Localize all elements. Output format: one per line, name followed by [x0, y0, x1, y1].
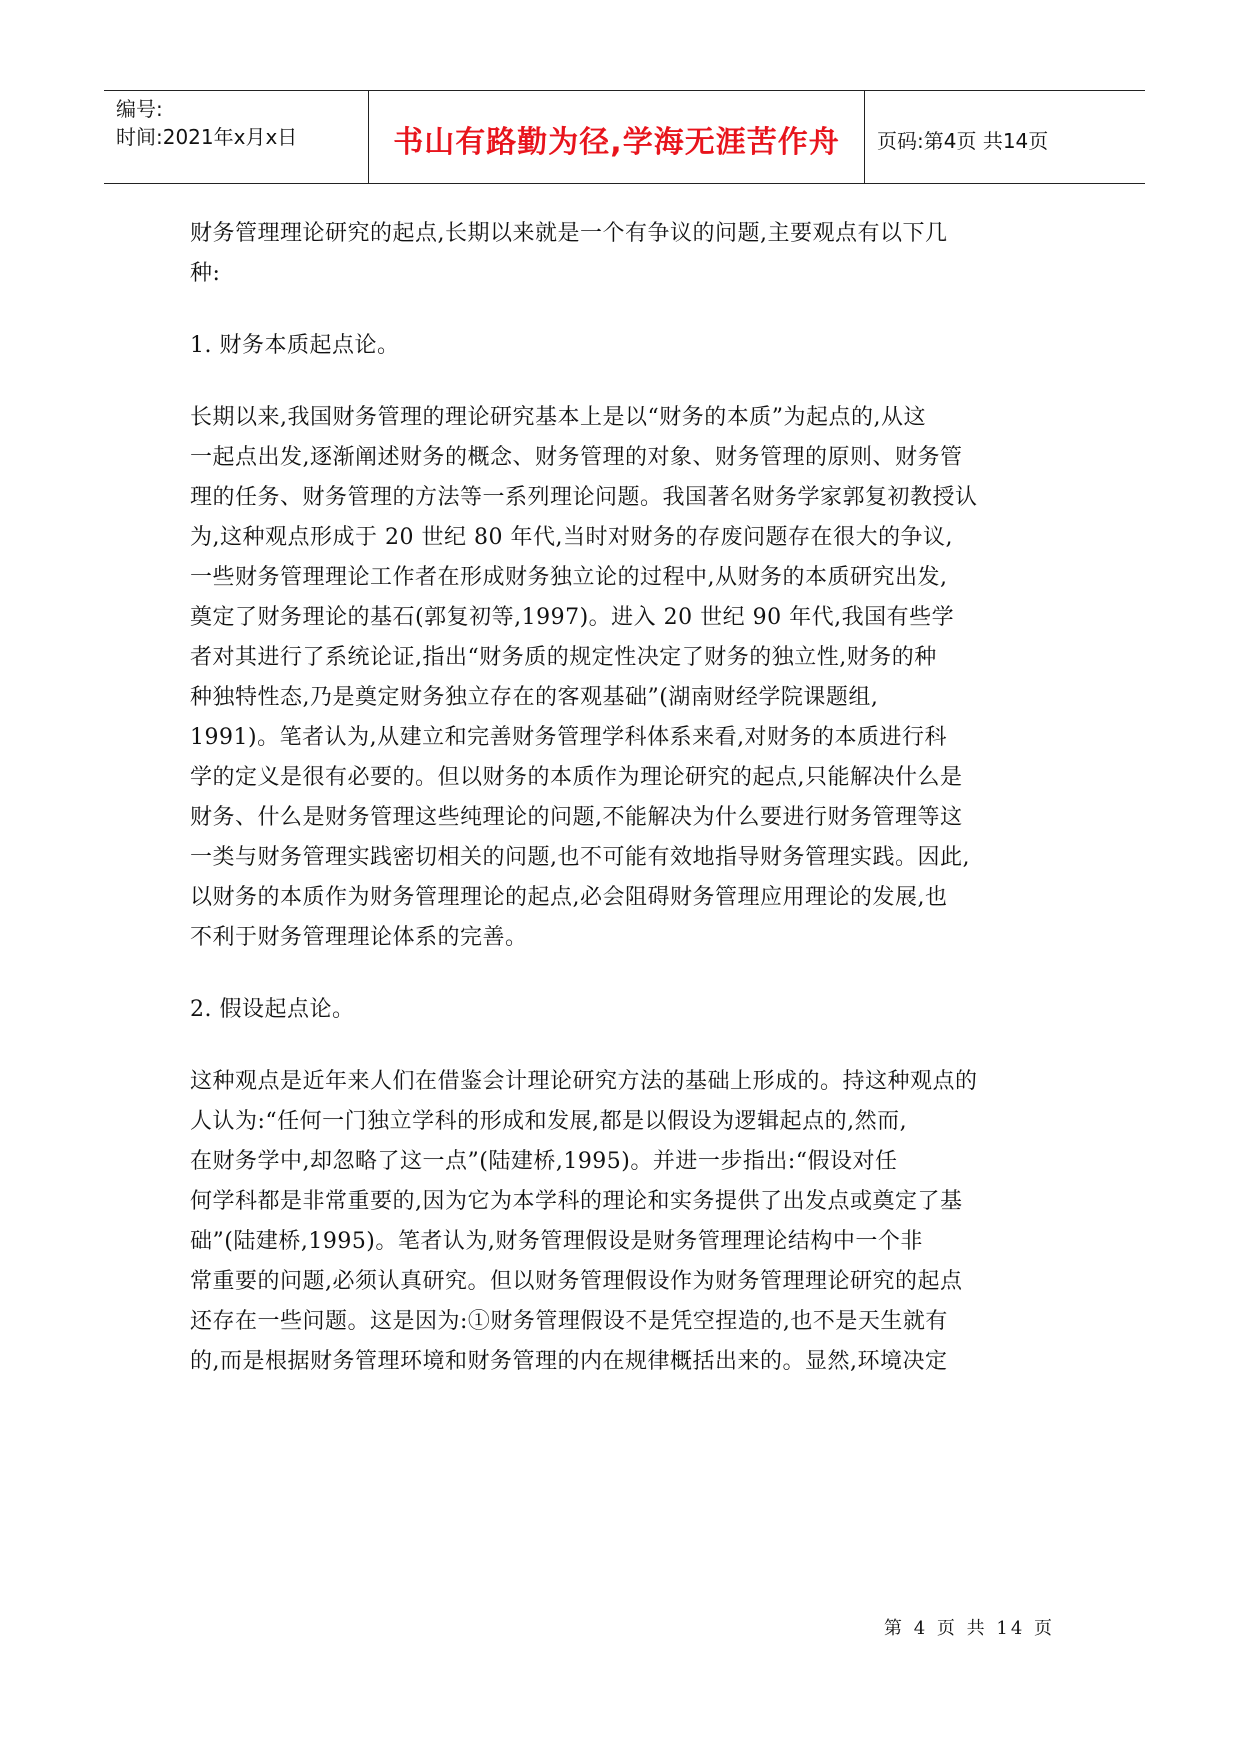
section-heading-1 [190, 326, 1058, 366]
paragraph-intro [190, 214, 1058, 294]
text-line: 财务、什么是财务管理这些纯理论的问题,不能解决为什么要进行财务管理等这 [190, 805, 963, 830]
text-line: 这种观点是近年来人们在借鉴会计理论研究方法的基础上形成的。持这种观点的 [190, 1069, 978, 1094]
section-heading-2 [190, 990, 1058, 1030]
text-line: 人认为:“任何一门独立学科的形成和发展,都是以假设为逻辑起点的,然而, [190, 1109, 908, 1134]
text-line: 学的定义是很有必要的。但以财务的本质作为理论研究的起点,只能解决什么是 [190, 765, 963, 790]
text-line: 者对其进行了系统论证,指出“财务质的规定性决定了财务的独立性,财务的种 [190, 645, 937, 670]
page-footer: 第 4 页 共 14 页 [884, 1618, 1055, 1639]
text-line: 长期以来,我国财务管理的理论研究基本上是以“财务的本质”为起点的,从这 [190, 405, 926, 430]
text-line: 不利于财务管理理论体系的完善。 [190, 925, 528, 950]
text-line: 奠定了财务理论的基石(郭复初等,1997)。进入 20 世纪 90 年代,我国有些学 [190, 605, 955, 630]
text-line: 的,而是根据财务管理环境和财务管理的内在规律概括出来的。显然,环境决定 [190, 1349, 948, 1374]
paragraph-essence [190, 398, 1058, 958]
serial-label: 编号: [116, 97, 163, 121]
text-line: 以财务的本质作为财务管理理论的起点,必会阻碍财务管理应用理论的发展,也 [190, 885, 948, 910]
text-line: 何学科都是非常重要的,因为它为本学科的理论和实务提供了出发点或奠定了基 [190, 1189, 963, 1214]
text-line: 一类与财务管理实践密切相关的问题,也不可能有效地指导财务管理实践。因此, [190, 845, 970, 870]
text-line: 还存在一些问题。这是因为:①财务管理假设不是凭空捏造的,也不是天生就有 [190, 1309, 948, 1334]
header-motto-cell [368, 91, 865, 183]
paragraph-assumption [190, 1062, 1058, 1382]
text-line: 为,这种观点形成于 20 世纪 80 年代,当时对财务的存废问题存在很大的争议, [190, 525, 953, 550]
document-body [190, 214, 1058, 1382]
time-label: 时间:2021年x月x日 [116, 125, 298, 149]
text-line: 1991)。笔者认为,从建立和完善财务管理学科体系来看,对财务的本质进行科 [190, 725, 948, 750]
heading-text: 1. 财务本质起点论。 [190, 333, 400, 358]
text-line: 一起点出发,逐渐阐述财务的概念、财务管理的对象、财务管理的原则、财务管 [190, 445, 963, 470]
text-line: 一些财务管理理论工作者在形成财务独立论的过程中,从财务的本质研究出发, [190, 565, 948, 590]
header-page-cell [863, 91, 1145, 183]
text-line: 础”(陆建桥,1995)。笔者认为,财务管理假设是财务管理理论结构中一个非 [190, 1229, 923, 1254]
text-line: 理的任务、财务管理的方法等一系列理论问题。我国著名财务学家郭复初教授认 [190, 485, 978, 510]
text-line: 常重要的问题,必须认真研究。但以财务管理假设作为财务管理理论研究的起点 [190, 1269, 963, 1294]
header-page-label: 页码:第4页 共14页 [877, 129, 1049, 153]
header-motto: 书山有路勤为径,学海无涯苦作舟 [393, 125, 840, 160]
text-line: 财务管理理论研究的起点,长期以来就是一个有争议的问题,主要观点有以下几 [190, 221, 948, 246]
text-line: 在财务学中,却忽略了这一点”(陆建桥,1995)。并进一步指出:“假设对任 [190, 1149, 898, 1174]
header-info-cell [104, 91, 368, 183]
document-header [104, 90, 1145, 184]
text-line: 种: [190, 261, 221, 286]
text-line: 种独特性态,乃是奠定财务独立存在的客观基础”(湖南财经学院课题组, [190, 685, 879, 710]
heading-text: 2. 假设起点论。 [190, 997, 355, 1022]
